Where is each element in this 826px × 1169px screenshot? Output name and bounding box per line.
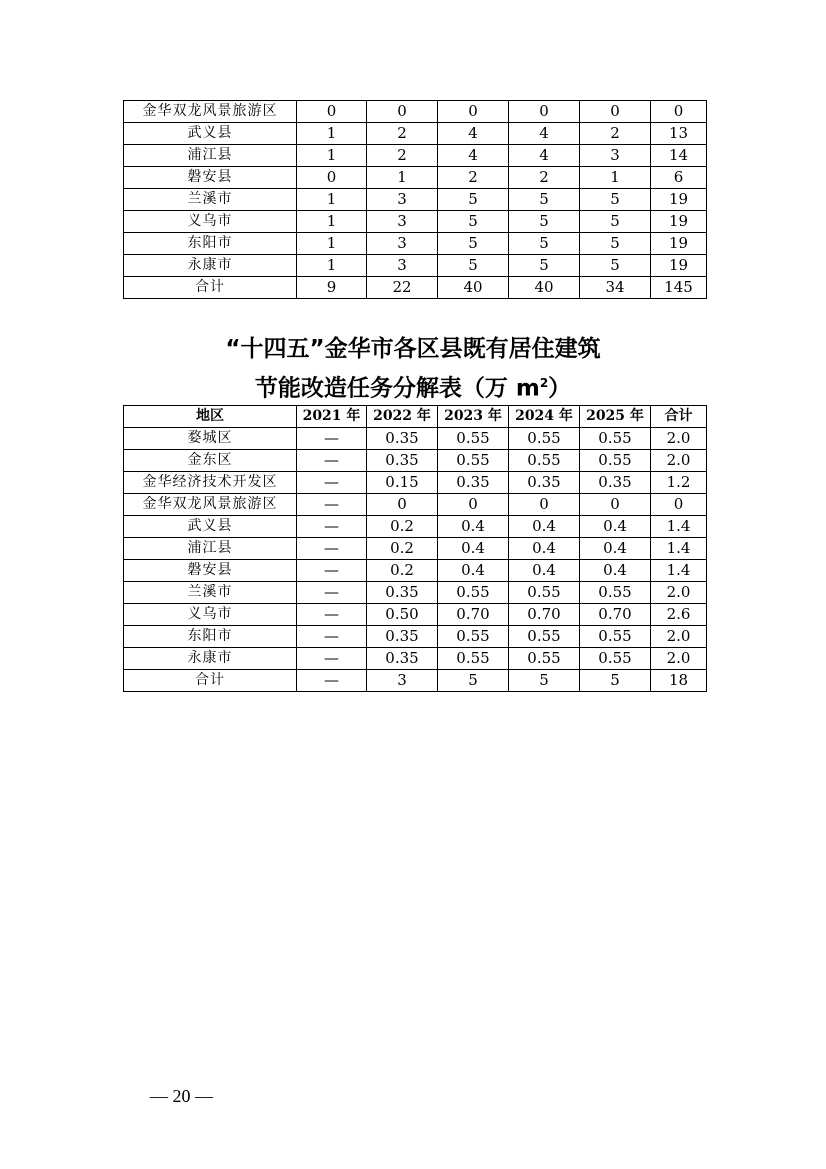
table-row: [124, 516, 707, 538]
region-cell: 金华双龙风景旅游区: [124, 494, 297, 516]
table-row: [124, 233, 707, 255]
region-cell: 东阳市: [124, 233, 297, 255]
table-row: [124, 604, 707, 626]
table-row: [124, 255, 707, 277]
table-row: [124, 145, 707, 167]
value-cell: —: [297, 516, 367, 538]
value-cell: 1: [580, 167, 651, 189]
header-2021: 2021 年: [297, 406, 367, 428]
value-cell: 1: [297, 145, 367, 167]
value-cell: 0.35: [438, 472, 509, 494]
value-cell: 3: [367, 211, 438, 233]
value-cell: 5: [509, 255, 580, 277]
table-body: [124, 428, 707, 692]
value-cell: 0.4: [580, 516, 651, 538]
value-cell: 1: [367, 167, 438, 189]
value-cell: 0: [297, 101, 367, 123]
table-row: [124, 582, 707, 604]
table-row: [124, 123, 707, 145]
header-2022: 2022 年: [367, 406, 438, 428]
value-cell: 0: [580, 101, 651, 123]
value-cell: 0: [367, 494, 438, 516]
value-cell: 5: [438, 255, 509, 277]
region-cell: 磐安县: [124, 560, 297, 582]
value-cell: 19: [651, 233, 707, 255]
value-cell: —: [297, 648, 367, 670]
header-total: 合计: [651, 406, 707, 428]
header-2024: 2024 年: [509, 406, 580, 428]
table-row: [124, 277, 707, 299]
value-cell: 4: [509, 123, 580, 145]
value-cell: 0.55: [509, 648, 580, 670]
region-cell: 合计: [124, 670, 297, 692]
value-cell: 5: [438, 211, 509, 233]
region-cell: 东阳市: [124, 626, 297, 648]
value-cell: 19: [651, 211, 707, 233]
value-cell: 18: [651, 670, 707, 692]
region-cell: 兰溪市: [124, 582, 297, 604]
value-cell: 3: [580, 145, 651, 167]
table-row: [124, 189, 707, 211]
value-cell: 0.4: [438, 516, 509, 538]
value-cell: 0.55: [580, 428, 651, 450]
value-cell: 0.55: [438, 582, 509, 604]
value-cell: 1: [297, 211, 367, 233]
value-cell: —: [297, 428, 367, 450]
value-cell: 5: [580, 189, 651, 211]
title-superscript: 2: [539, 376, 549, 390]
title-closing-bracket: ）: [548, 375, 572, 402]
value-cell: 5: [509, 233, 580, 255]
value-cell: 2: [580, 123, 651, 145]
table-row: [124, 472, 707, 494]
header-2023: 2023 年: [438, 406, 509, 428]
region-cell: 义乌市: [124, 211, 297, 233]
value-cell: 0.70: [580, 604, 651, 626]
table-header-row: [124, 406, 707, 428]
value-cell: 0.35: [367, 582, 438, 604]
region-cell: 义乌市: [124, 604, 297, 626]
region-cell: 磐安县: [124, 167, 297, 189]
task-table-continued: [123, 100, 707, 299]
value-cell: 0: [651, 101, 707, 123]
region-cell: 永康市: [124, 255, 297, 277]
value-cell: 0.50: [367, 604, 438, 626]
value-cell: 0.4: [438, 538, 509, 560]
value-cell: 5: [580, 211, 651, 233]
title-text: 节能改造任务分解表（万 m: [254, 375, 540, 402]
value-cell: 0.4: [509, 538, 580, 560]
value-cell: 5: [580, 233, 651, 255]
value-cell: 0.2: [367, 560, 438, 582]
value-cell: 40: [509, 277, 580, 299]
value-cell: 0.35: [367, 450, 438, 472]
value-cell: 145: [651, 277, 707, 299]
value-cell: 4: [438, 123, 509, 145]
value-cell: 0: [297, 167, 367, 189]
value-cell: 5: [438, 189, 509, 211]
value-cell: —: [297, 626, 367, 648]
value-cell: —: [297, 670, 367, 692]
value-cell: 0: [509, 101, 580, 123]
value-cell: 5: [509, 211, 580, 233]
table-row: [124, 167, 707, 189]
value-cell: 2: [438, 167, 509, 189]
value-cell: 0.35: [367, 648, 438, 670]
region-cell: 浦江县: [124, 538, 297, 560]
value-cell: 5: [580, 255, 651, 277]
value-cell: 0.55: [438, 428, 509, 450]
region-cell: 金华经济技术开发区: [124, 472, 297, 494]
value-cell: —: [297, 560, 367, 582]
value-cell: 2.0: [651, 450, 707, 472]
table-row: [124, 648, 707, 670]
value-cell: 0.70: [438, 604, 509, 626]
value-cell: 4: [438, 145, 509, 167]
region-cell: 兰溪市: [124, 189, 297, 211]
value-cell: 0.35: [509, 472, 580, 494]
value-cell: 0.4: [580, 560, 651, 582]
value-cell: 2: [509, 167, 580, 189]
value-cell: 1: [297, 233, 367, 255]
value-cell: 3: [367, 255, 438, 277]
value-cell: 0: [438, 101, 509, 123]
header-2025: 2025 年: [580, 406, 651, 428]
value-cell: 3: [367, 233, 438, 255]
value-cell: 0.55: [438, 648, 509, 670]
table-row: [124, 450, 707, 472]
region-cell: 永康市: [124, 648, 297, 670]
value-cell: 0.55: [580, 450, 651, 472]
region-cell: 合计: [124, 277, 297, 299]
table-row: [124, 494, 707, 516]
value-cell: 0.2: [367, 516, 438, 538]
value-cell: —: [297, 604, 367, 626]
table-row: [124, 560, 707, 582]
region-cell: 武义县: [124, 123, 297, 145]
value-cell: 1: [297, 189, 367, 211]
value-cell: 40: [438, 277, 509, 299]
value-cell: 0.55: [580, 582, 651, 604]
value-cell: 2.0: [651, 582, 707, 604]
value-cell: 0.70: [509, 604, 580, 626]
value-cell: 13: [651, 123, 707, 145]
value-cell: 0.55: [438, 626, 509, 648]
value-cell: 0.55: [509, 428, 580, 450]
table-title-line-1: “十四五”金华市各区县既有居住建筑: [225, 336, 601, 362]
value-cell: 3: [367, 189, 438, 211]
value-cell: 4: [509, 145, 580, 167]
value-cell: 0.55: [509, 582, 580, 604]
value-cell: —: [297, 538, 367, 560]
value-cell: 1: [297, 255, 367, 277]
value-cell: 2.0: [651, 626, 707, 648]
table-row: [124, 101, 707, 123]
value-cell: 19: [651, 255, 707, 277]
value-cell: 14: [651, 145, 707, 167]
table-title-line-2: [0, 368, 826, 404]
value-cell: 1.4: [651, 560, 707, 582]
value-cell: 2.0: [651, 428, 707, 450]
table-row: [124, 428, 707, 450]
region-cell: 浦江县: [124, 145, 297, 167]
region-cell: 金东区: [124, 450, 297, 472]
value-cell: 0: [651, 494, 707, 516]
table-body: [124, 101, 707, 299]
value-cell: 5: [580, 670, 651, 692]
value-cell: 5: [509, 670, 580, 692]
value-cell: 0.35: [367, 428, 438, 450]
value-cell: 2.0: [651, 648, 707, 670]
value-cell: 0: [580, 494, 651, 516]
value-cell: 0.55: [580, 626, 651, 648]
value-cell: 0.4: [438, 560, 509, 582]
value-cell: —: [297, 494, 367, 516]
region-cell: 金华双龙风景旅游区: [124, 101, 297, 123]
value-cell: 2: [367, 123, 438, 145]
value-cell: 1.4: [651, 516, 707, 538]
table-row: [124, 626, 707, 648]
value-cell: 3: [367, 670, 438, 692]
table-row: [124, 538, 707, 560]
value-cell: 1.2: [651, 472, 707, 494]
value-cell: 34: [580, 277, 651, 299]
value-cell: 19: [651, 189, 707, 211]
value-cell: 0.2: [367, 538, 438, 560]
value-cell: 0.4: [509, 560, 580, 582]
value-cell: 6: [651, 167, 707, 189]
value-cell: 1.4: [651, 538, 707, 560]
page-number: — 20 —: [150, 1086, 213, 1106]
value-cell: 0.4: [580, 538, 651, 560]
value-cell: 0.55: [580, 648, 651, 670]
table-row: [124, 670, 707, 692]
value-cell: 0.15: [367, 472, 438, 494]
value-cell: 5: [509, 189, 580, 211]
value-cell: —: [297, 450, 367, 472]
value-cell: 0.4: [509, 516, 580, 538]
value-cell: 0.55: [509, 626, 580, 648]
value-cell: 0.35: [367, 626, 438, 648]
value-cell: —: [297, 472, 367, 494]
value-cell: 0: [509, 494, 580, 516]
value-cell: 0.35: [580, 472, 651, 494]
value-cell: 0: [367, 101, 438, 123]
region-cell: 婺城区: [124, 428, 297, 450]
value-cell: 5: [438, 670, 509, 692]
value-cell: 2: [367, 145, 438, 167]
value-cell: 9: [297, 277, 367, 299]
energy-retrofit-task-table: [123, 405, 707, 692]
value-cell: 0: [438, 494, 509, 516]
value-cell: 1: [297, 123, 367, 145]
value-cell: —: [297, 582, 367, 604]
value-cell: 22: [367, 277, 438, 299]
value-cell: 0.55: [438, 450, 509, 472]
value-cell: 0.55: [509, 450, 580, 472]
value-cell: 2.6: [651, 604, 707, 626]
table-row: [124, 211, 707, 233]
header-region: 地区: [124, 406, 297, 428]
region-cell: 武义县: [124, 516, 297, 538]
value-cell: 5: [438, 233, 509, 255]
